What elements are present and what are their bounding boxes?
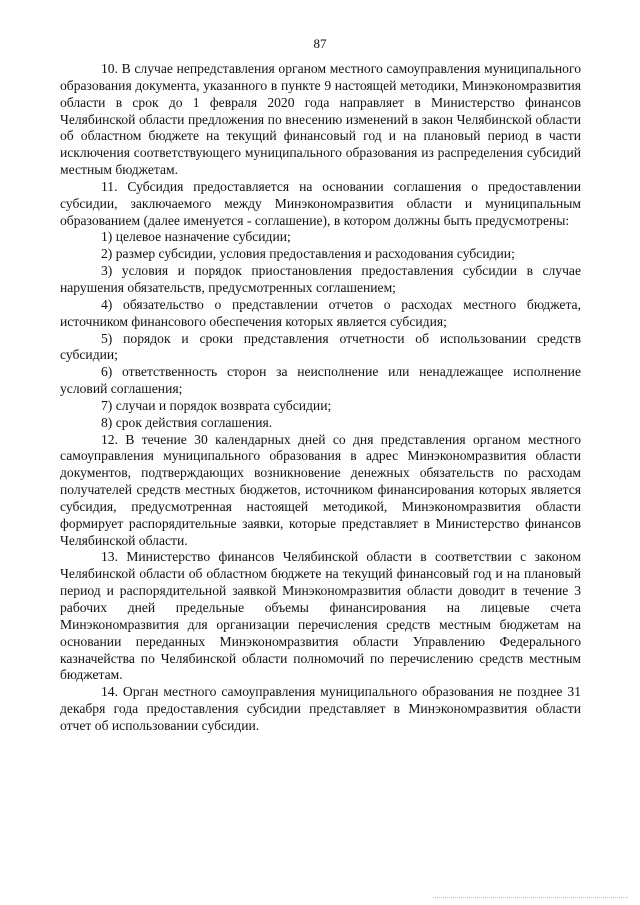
- paragraph-11: 11. Субсидия предоставляется на основании соглашения о предоставлении субсидии, заключаемого между Минэкономразвития области и муниципальным образованием (далее именуется - соглашение), в котором должны быть предусмотрены:: [60, 178, 581, 228]
- paragraph-10: 10. В случае непредставления органом местного самоуправления муниципального образования документа, указанного в пункте 9 настоящей методики, Минэкономразвития области в срок до 1 февраля 2020 года направляет в Министерство финансов Челябинской области предложения по внесению изменений в закон Челябинской области об областном бюджете на текущий финансовый год и на плановый период в части исключения соответствующего муниципального образования из распределения субсидий местным бюджетам.: [60, 61, 581, 178]
- list-item-1: 1) целевое назначение субсидии;: [101, 229, 291, 245]
- paragraph-14: 14. Орган местного самоуправления муниципального образования не позднее 31 декабря года предоставления субсидии представляет в Минэкономразвития области отчет об использовании субсидии.: [60, 684, 581, 733]
- list-item-5: 5) порядок и сроки представления отчетности об использовании средств субсидии;: [60, 330, 581, 363]
- list-item-8: 8) срок действия соглашения.: [101, 414, 273, 430]
- paragraph-12: 12. В течение 30 календарных дней со дня представления органом местного самоуправления муниципального образования в адрес Минэкономразвития области документов, подтверждающих возникновение денежных обязательств по расходам получателей средств местных бюджетов, источником финансирования которых является субсидия, предусмотренная настоящей методикой, Минэкономразвития области формирует распорядительные заявки, которые представляет в Министерство финансов Челябинской области.: [60, 431, 581, 548]
- document-body: [60, 61, 581, 735]
- paragraph-13: 13. Министерство финансов Челябинской области в соответствии с законом Челябинской области об областном бюджете на текущий финансовый год и на плановый период и распорядительной заявкой Минэкономразвития области доводит в течение 3 рабочих дней предельные объемы финансирования на лицевые счета Минэкономразвития для организации перечисления средств местным бюджетам на основании переданных Минэкономразвития области Управлению Федерального казначейства по Челябинской области полномочий по перечислению средств местным бюджетам.: [60, 549, 581, 683]
- page-number: 87: [313, 36, 327, 51]
- scan-edge-mark: [433, 897, 628, 899]
- list-item-6: 6) ответственность сторон за неисполнение или ненадлежащее исполнение условий соглашения;: [60, 364, 581, 397]
- list-item-2: 2) размер субсидии, условия предоставления и расходования субсидии;: [101, 246, 515, 262]
- list-item-7: 7) случаи и порядок возврата субсидии;: [101, 397, 332, 413]
- list-item-4: 4) обязательство о представлении отчетов о расходах местного бюджета, источником финансового обеспечения которых является субсидия;: [60, 296, 581, 329]
- list-item-3: 3) условия и порядок приостановления предоставления субсидии в случае нарушения обязательств, предусмотренных соглашением;: [60, 263, 581, 295]
